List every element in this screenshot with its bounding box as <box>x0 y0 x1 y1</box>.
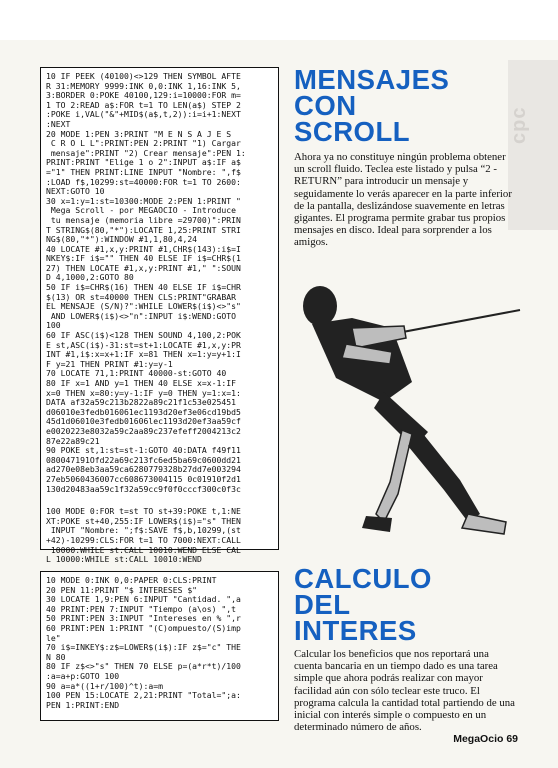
listing-calculo-interes <box>40 571 279 721</box>
figure-leg-back <box>376 430 412 522</box>
title-line: MENSAJES <box>294 64 450 95</box>
title-line: DEL <box>294 589 351 620</box>
tug-of-war-figure-illustration <box>292 282 520 544</box>
figure-leg-front <box>408 430 480 522</box>
article-title-mensajes-scroll <box>294 64 450 147</box>
listing-mensajes-scroll <box>40 67 279 565</box>
title-line: SCROLL <box>294 116 411 147</box>
code-block-line-100: 100 MODE 0:FOR t=st TO st+39:POKE t,1:NE XT:POKE st+40,255:IF LOWER$(i$)="s" THEN INPUT "Nombre: ";f$:SAVE f$,b,10299,(st +42)-10299:CLS:FOR t=1 TO 7000:NEXT:CALL 10000:WHILE st:CALL 10010:WEND ELSE CAL L 10000:WHILE st:CALL 10010:WEND <box>46 506 241 565</box>
article-title-calculo-interes <box>294 563 432 646</box>
article-body-mensajes-scroll: Ahora ya no constituye ningún problema obtener un scroll fluido. Teclea este listado y pulsa “2 - RETURN” para introducir un mensaje y seguidamente lo verás aparecer en la parte inferior de la pantalla, deslizándose suavemente en letras gigantes. El programa permite grabar tus propios mensajes en disco. Ideal para sorprender a los amigos. <box>294 151 512 249</box>
side-tab-label: cpc <box>508 106 530 144</box>
page-footer: MegaOcio 69 <box>453 733 518 745</box>
figure-foot-front <box>462 514 506 534</box>
figure-head <box>303 286 337 326</box>
figure-foot-back <box>362 516 392 532</box>
title-line: CALCULO <box>294 563 432 594</box>
title-line: CON <box>294 90 357 121</box>
title-line: INTERES <box>294 615 417 646</box>
code-block-main: 10 IF PEEK (40100)<>129 THEN SYMBOL AFTE R 31:MEMORY 9999:INK 0,0:INK 1,16:INK 5, 3:BORDER 0:POKE 40100,129:i=10000:FOR m= 1 TO 2:READ a$:FOR t=1 TO LEN(a$) STEP 2 :POKE i,VAL("&"+MID$(a$,t,2)):i=i+1:NEXT :NEXT 20 MODE 1:PEN 3:PRINT "M E N S A J E S C R O L L":PRINT:PEN 2:PRINT "1) Cargar mensaje":PRINT "2) Crear mensaje":PEN 1: PRINT:PRINT "Elige 1 o 2":INPUT a$:IF a$ ="1" THEN PRINT:LINE INPUT "Nombre: ",f$ :LOAD f$,10299:st=40000:FOR t=1 TO 2600: NEXT:GOTO 10 30 x=1:y=1:st=10300:MODE 2:PEN 1:PRINT " Mega Scroll - por MEGAOCIO - Introduce tu mensaje (memoria libre =29700)":PRIN T STRING$(80,"*"):LOCATE 1,25:PRINT STRI NG$(80,"*"):WINDOW #1,1,80,4,24 40 LOCATE #1,x,y:PRINT #1,CHR$(143):i$=I NKEY$:IF i$="" THEN 40 ELSE IF i$=CHR$(1 27) THEN LOCATE #1,x,y:PRINT #1," ":SOUN D 4,1000,2:GOTO 80 50 IF i$=CHR$(16) THEN 40 ELSE IF i$=CHR $(13) OR st=40000 THEN CLS:PRINT"GRABAR EL MENSAJE (S/N)?":WHILE LOWER$(i$)<>"s" AND LOWER$(i$)<>"n":INPUT i$:WEND:GOTO 100 60 IF ASC(i$)<128 THEN SOUND 4,100,2:POK E st,ASC(i$)-31:st=st+1:LOCATE #1,x,y:PR INT #1,i$:x=x+1:IF x=81 THEN x=1:y=y+1:I F y=21 THEN PRINT #1:y=y-1 70 LOCATE 71,1:PRINT 40000-st:GOTO 40 80 IF x=1 AND y=1 THEN 40 ELSE x=x-1:IF x=0 THEN x=80:y=y-1:IF y=0 THEN y=1:x=1: DATA af32a59c213b2822a89c21f1c53e025451 d06010e3fedb016061ec1193d20ef3e06cd19bd5 45d1d06010e3fedb01606lec1193d20ef3aa59cf e0020223e8032a59c2aa89c237efeff2004213c2 87e22a89c21 90 POKE st,1:st=st-1:GOTO 40:DATA f49f11 080047191Ofd22a69c213fc6ed5ba69c0600dd21 ad270e08eb3aa59ca6280779328b27dd7e003294 27eb5060436007cc608673004115 0c01910f2d1 130d20483aa59c1f32a59cc9f0f0cccf300c0f3c <box>46 71 246 494</box>
article-body-calculo-interes: Calcular los beneficios que nos reportará una cuenta bancaria en un tiempo dado es una tarea simple que ahora podrás realizar con mayor facilidad aún con sólo teclear este truco. El programa calcula la cantidad total partiendo de una inicial con interés simple o compuesto en un determinado número de años. <box>294 648 515 734</box>
code-block-interes: 10 MODE 0:INK 0,0:PAPER 0:CLS:PRINT 20 PEN 11:PRINT "$ INTERESES $" 30 LOCATE 1,9:PEN 6:INPUT "Cantidad. ",a 40 PRINT:PEN 7:INPUT "Tiempo (a\os) ",t 50 PRINT:PEN 3:INPUT "Intereses en % ",r 60 PRINT:PEN 1:PRINT "(C)ompuesto/(S)imp le" 70 i$=INKEY$:z$=LOWER$(i$):IF z$="c" THE N 80 80 IF z$<>"s" THEN 70 ELSE p=(a*r*t)/100 :a=a+p:GOTO 100 90 a=a*((1+r/100)^t):a=m 100 PEN 15:LOCATE 2,21:PRINT "Total=";a: PEN 1:PRINT:END <box>46 575 241 710</box>
